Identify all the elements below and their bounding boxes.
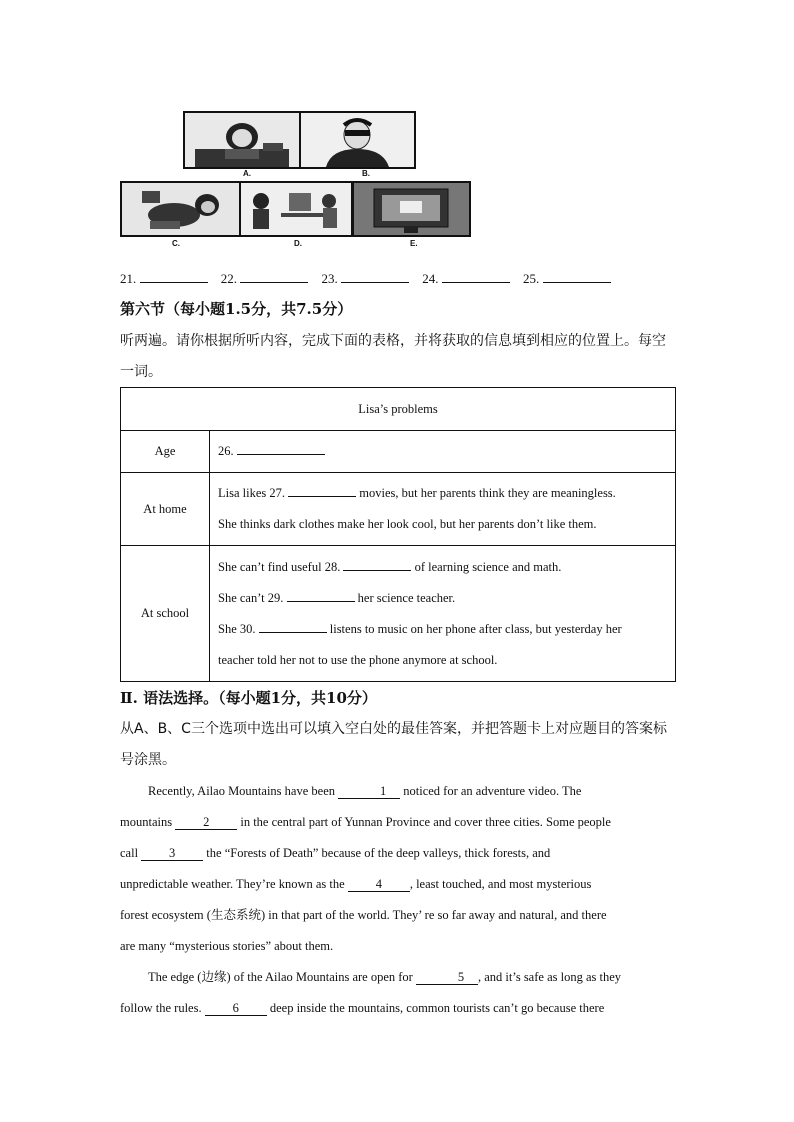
passage-text: unpredictable weather. They’re known as the <box>120 877 348 891</box>
passage-text: are many “mysterious stories” about them. <box>120 939 334 953</box>
lisa-problems-table <box>120 387 676 682</box>
answer-blank-30[interactable] <box>259 620 327 633</box>
table-line: She 30. listens to music on her phone after class, but yesterday her <box>218 621 622 636</box>
passage-line <box>120 900 680 931</box>
row-content-age <box>210 431 676 473</box>
row-content-school <box>210 546 676 682</box>
passage-text: , and it’s safe as long as they <box>477 970 622 984</box>
answer-item-23: 23. <box>322 270 410 287</box>
row-content-home <box>210 473 676 546</box>
answer-blank-28[interactable] <box>343 558 411 571</box>
people-at-desk-illustration <box>241 183 351 235</box>
picture-b <box>299 111 416 169</box>
passage-line <box>120 807 680 838</box>
passage-text: in the central part of Yunnan Province and cover three cities. Some people <box>237 815 611 829</box>
answer-item-22: 22. <box>221 270 309 287</box>
answer-line <box>120 270 621 287</box>
instruction-line: 一词。 <box>120 364 162 380</box>
passage-gap-5[interactable]: 5 <box>416 970 478 985</box>
row-label-school: At school <box>121 546 210 682</box>
row-label-home: At home <box>121 473 210 546</box>
answer-blank[interactable] <box>240 270 308 283</box>
passage-text: mountains <box>120 815 176 829</box>
passage-text: Recently, Ailao Mountains have been <box>148 784 339 798</box>
tv-screen-illustration <box>354 183 469 235</box>
answer-blank[interactable] <box>140 270 208 283</box>
answer-blank-26[interactable] <box>237 442 325 455</box>
passage-gap-3[interactable]: 3 <box>141 846 203 861</box>
row-label-age: Age <box>121 431 210 473</box>
passage-gap-2[interactable]: 2 <box>175 815 237 830</box>
caption-a: A. <box>243 169 251 178</box>
answer-blank[interactable] <box>341 270 409 283</box>
passage-text: follow the rules. <box>120 1001 205 1015</box>
passage-gap-6[interactable]: 6 <box>205 1001 267 1016</box>
answer-item-24: 24. <box>422 270 510 287</box>
passage-line <box>120 962 680 993</box>
person-at-computer-illustration <box>185 113 299 167</box>
picture-c <box>120 181 241 237</box>
passage-line <box>120 838 680 869</box>
passage-text: noticed for an adventure video. The <box>400 784 582 798</box>
passage-gap-4[interactable]: 4 <box>348 877 410 892</box>
table-line: teacher told her not to use the phone anymore at school. <box>218 652 498 667</box>
passage-line <box>120 931 680 962</box>
section2-instruction <box>120 714 676 776</box>
passage-text: the “Forests of Death” because of the deep valleys, thick forests, and <box>203 846 551 860</box>
answer-blank[interactable] <box>543 270 611 283</box>
picture-d <box>239 181 353 237</box>
instruction-line: 听两遍。请你根据所听内容，完成下面的表格，并将获取的信息填到相应的位置上。每空 <box>120 333 666 349</box>
person-with-books-illustration <box>122 183 239 235</box>
table-title: Lisa’s problems <box>121 388 676 431</box>
caption-b: B. <box>362 169 370 178</box>
caption-e: E. <box>410 239 418 248</box>
passage-text: , least touched, and most mysterious <box>409 877 592 891</box>
table-line: Lisa likes 27. movies, but her parents think they are meaningless. <box>218 486 616 500</box>
table-line: She can’t 29. her science teacher. <box>218 590 456 605</box>
passage-text: The edge (边缘) of the Ailao Mountains are open for <box>148 970 416 984</box>
passage-line <box>120 993 680 1024</box>
instruction-line: 从A、B、C三个选项中选出可以填入空白处的最佳答案，并把答题卡上对应题目的答案标 <box>120 721 667 737</box>
picture-e <box>352 181 471 237</box>
table-line: 26. <box>218 436 667 467</box>
passage-line <box>120 869 680 900</box>
answer-blank-29[interactable] <box>287 589 355 602</box>
instruction-line: 号涂黑。 <box>120 752 176 768</box>
passage-text: forest ecosystem (生态系统) in that part of the world. They’ re so far away and natural, and there <box>120 908 607 922</box>
caption-c: C. <box>172 239 180 248</box>
caption-d: D. <box>294 239 302 248</box>
table-line: She thinks dark clothes make her look cool, but her parents don’t like them. <box>218 517 597 531</box>
answer-item-25: 25. <box>523 270 611 287</box>
passage-text: call <box>120 846 142 860</box>
answer-blank[interactable] <box>442 270 510 283</box>
grammar-passage <box>120 776 680 1024</box>
table-line: She can’t find useful 28. of learning science and math. <box>218 559 562 574</box>
passage-gap-1[interactable]: 1 <box>338 784 400 799</box>
passage-line <box>120 776 680 807</box>
picture-a <box>183 111 301 169</box>
answer-item-21: 21. <box>120 270 208 287</box>
boy-with-sunglasses-illustration <box>301 113 414 167</box>
section6-heading: 第六节（每小题1.5分，共7.5分） <box>120 300 353 318</box>
answer-blank-27[interactable] <box>288 484 356 497</box>
section2-heading: Ⅱ. 语法选择。（每小题1分，共10分） <box>120 689 377 707</box>
passage-text: deep inside the mountains, common tourists can’t go because there <box>266 1001 605 1015</box>
section6-instruction <box>120 326 676 388</box>
